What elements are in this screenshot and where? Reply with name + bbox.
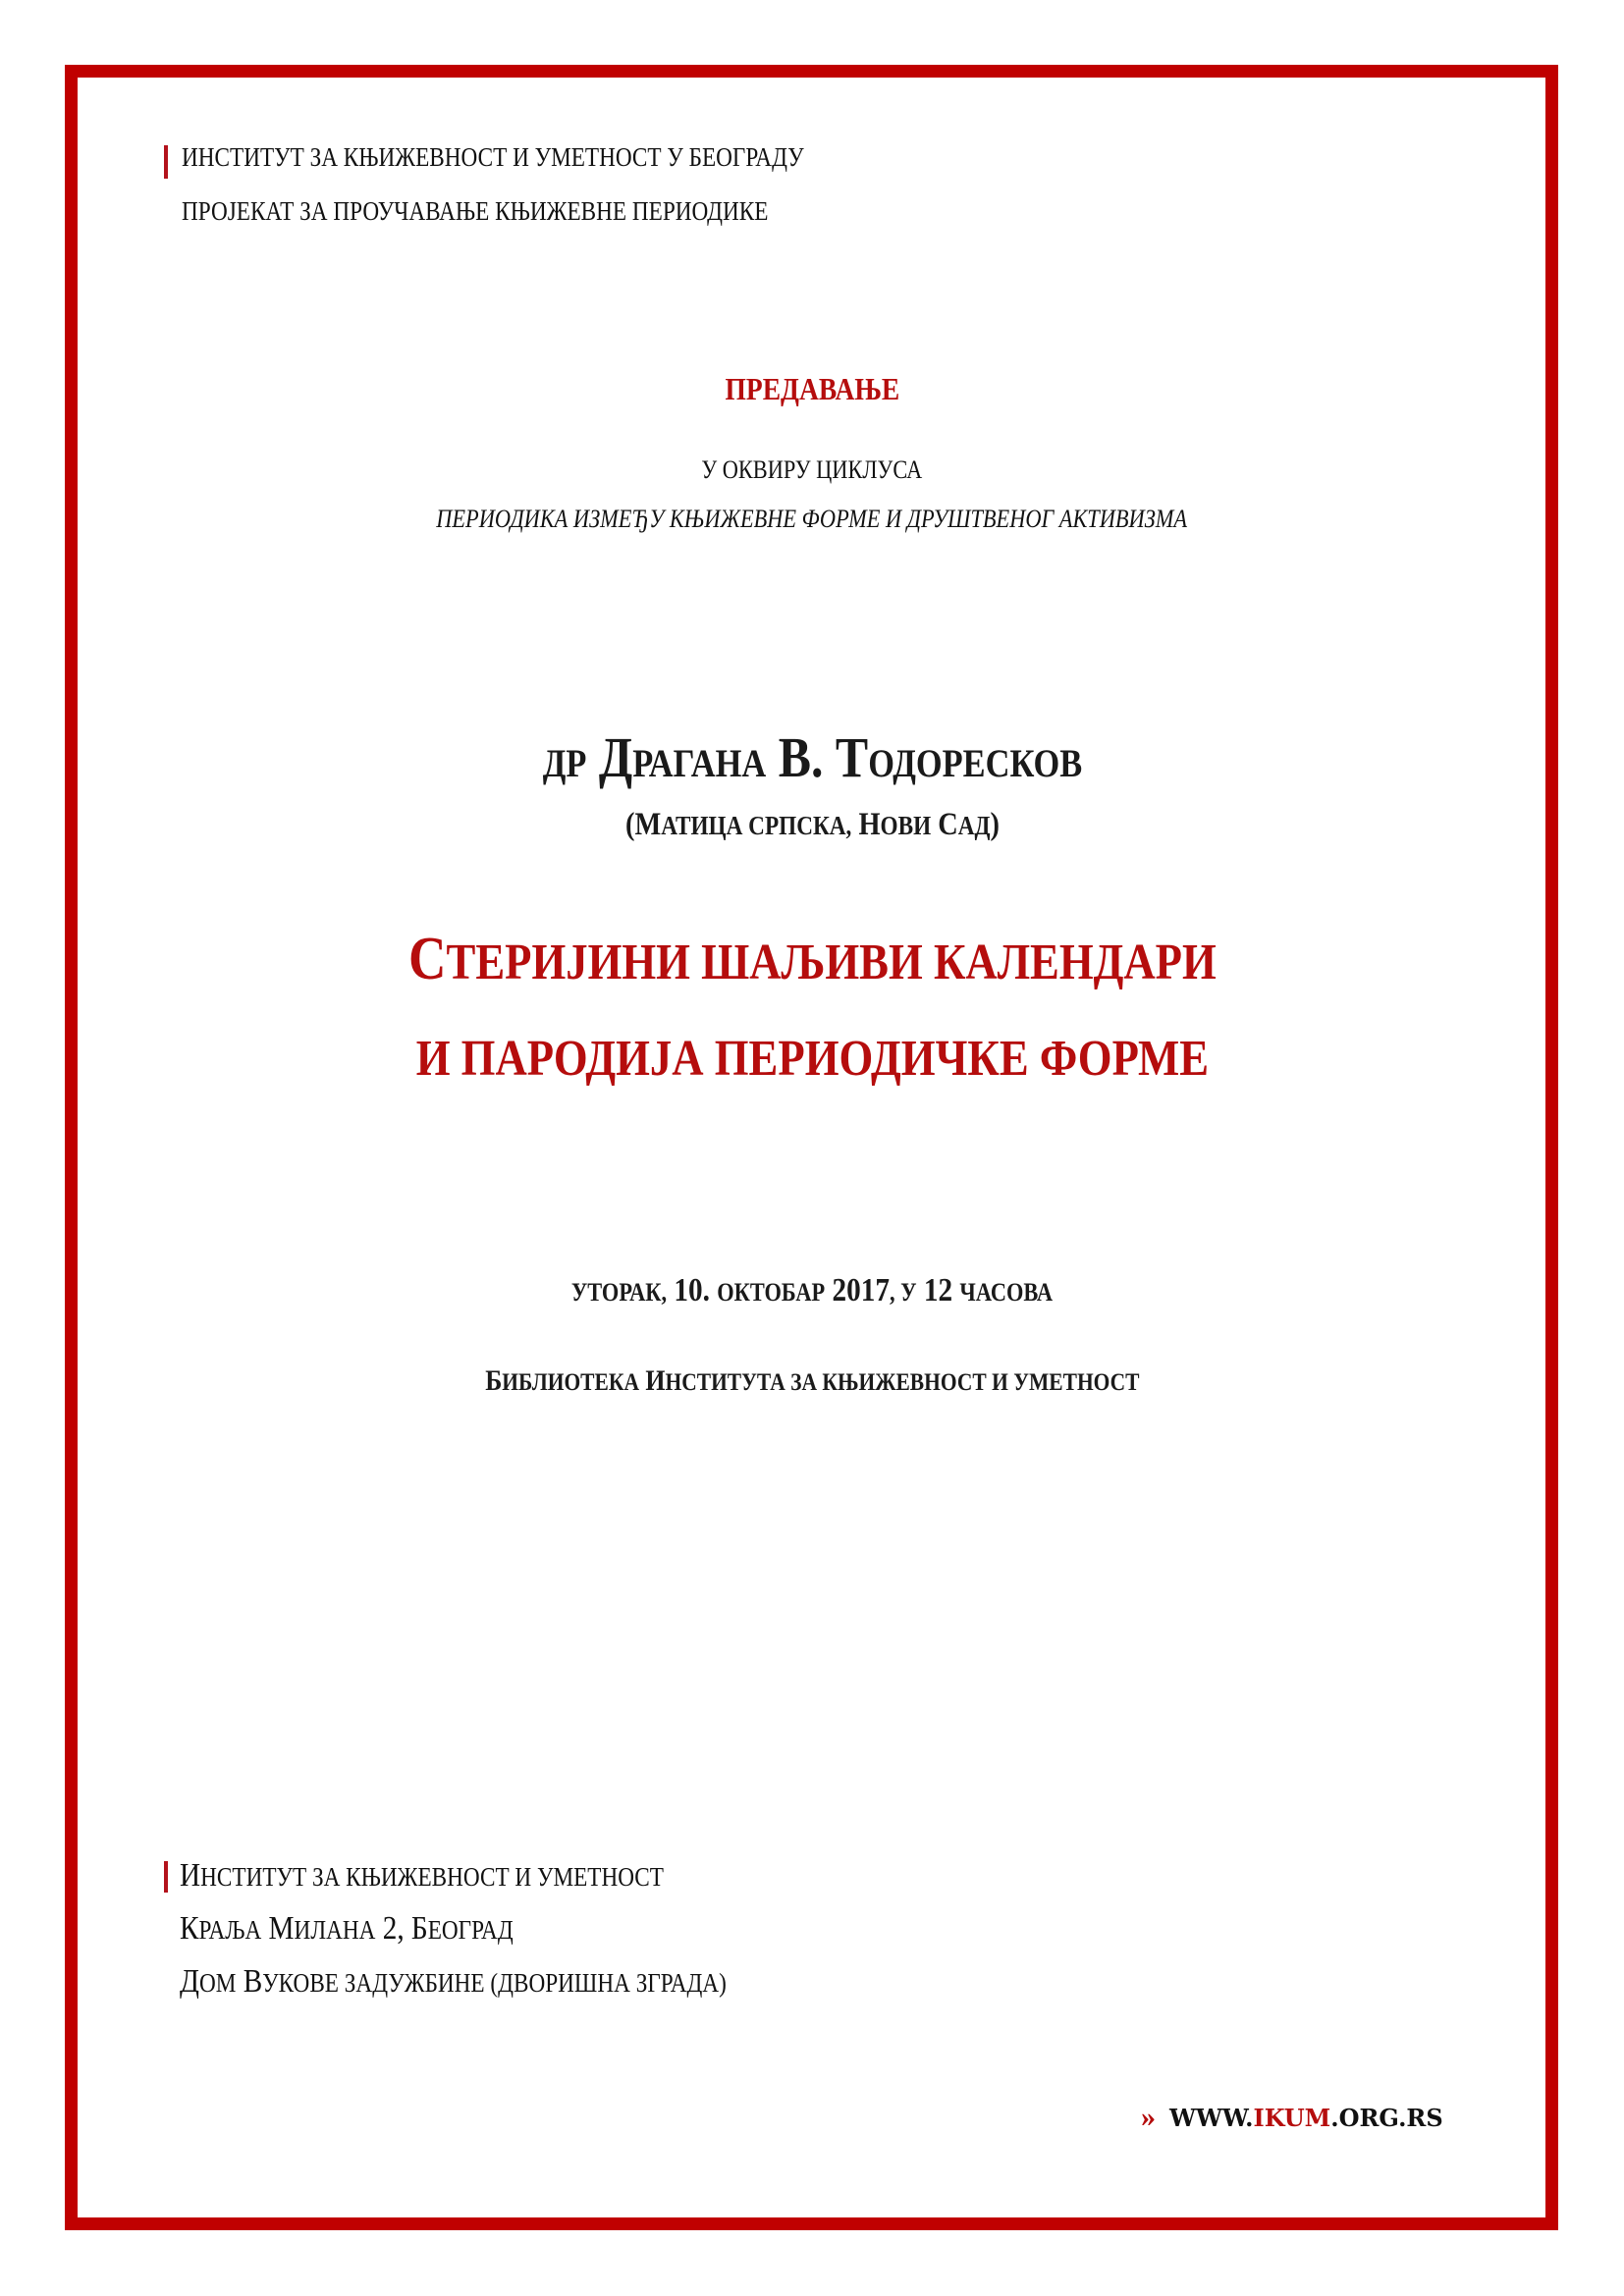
speaker-last-rest: ОДОРЕСКОВ bbox=[867, 741, 1082, 785]
speaker-first-initial: Д bbox=[598, 725, 632, 789]
event-date bbox=[0, 1272, 1624, 1309]
project-name: ПРОЈЕКАТ ЗА ПРОУЧАВАЊЕ КЊИЖЕВНЕ ПЕРИОДИКЕ bbox=[182, 196, 769, 226]
header-accent-bar bbox=[164, 145, 168, 179]
institution-name: ИНСТИТУТ ЗА КЊИЖЕВНОСТ И УМЕТНОСТ У БЕОГРАДУ bbox=[182, 142, 804, 172]
footer-l2-a-initial: К bbox=[180, 1910, 199, 1947]
speaker-title: ДР bbox=[542, 741, 586, 785]
venue-w1-initial: Б bbox=[484, 1364, 502, 1397]
event-venue bbox=[0, 1364, 1624, 1398]
title-initial: С bbox=[407, 926, 447, 992]
speaker-affiliation bbox=[0, 807, 1624, 843]
aff-org-rest: АТИЦА СРПСКА, bbox=[660, 811, 851, 840]
footer-l3-b-initial: В bbox=[243, 1963, 263, 2000]
footer-l2-c-rest: ЕОГРАД bbox=[427, 1915, 514, 1945]
footer-l2-b-rest: ИЛАНА bbox=[294, 1915, 376, 1945]
lecture-title-line-1 bbox=[0, 925, 1624, 994]
footer-l3-a-rest: ОМ bbox=[198, 1968, 237, 1998]
footer-l3-b-rest: УКОВЕ ЗАДУЖБИНЕ (ДВОРИШНА ЗГРАДА) bbox=[262, 1968, 727, 1998]
hour: 12 bbox=[923, 1272, 953, 1308]
website-link[interactable] bbox=[1141, 2101, 1443, 2134]
lecture-title-line-1-text bbox=[408, 925, 1217, 994]
event-type bbox=[0, 371, 1624, 407]
footer-accent-bar bbox=[164, 1861, 168, 1893]
affiliation-open-paren: ( bbox=[624, 807, 634, 842]
aff-org-initial: М bbox=[633, 807, 661, 842]
cycle-title bbox=[0, 505, 1624, 534]
website-prefix: WWW. bbox=[1169, 2104, 1254, 2132]
weekday: УТОРАК, bbox=[570, 1278, 668, 1307]
cycle-label bbox=[0, 455, 1624, 485]
speaker-first-rest: РАГАНА bbox=[631, 741, 766, 785]
hours-word: ЧАСОВА bbox=[959, 1278, 1054, 1307]
affiliation-close-paren: ) bbox=[990, 807, 1000, 842]
lecture-title-line-2 bbox=[0, 1021, 1624, 1091]
cycle-title-text: ПЕРИОДИКА ИЗМЕЂУ КЊИЖЕВНЕ ФОРМЕ И ДРУШТВЕНОГ АКТИВИЗМА bbox=[436, 505, 1188, 533]
website-suffix: .ORG.RS bbox=[1330, 2104, 1443, 2132]
footer-l2-b-initial: М bbox=[268, 1910, 295, 1947]
footer-street bbox=[180, 1910, 514, 1948]
speaker-name-text bbox=[542, 724, 1082, 790]
lecture-title-line-2-text: И ПАРОДИЈА ПЕРИОДИЧКЕ ФОРМЕ bbox=[415, 1031, 1209, 1087]
aff-city1-rest: ОВИ bbox=[880, 811, 931, 840]
speaker-name bbox=[0, 724, 1624, 790]
aff-city2-initial: С bbox=[937, 807, 958, 842]
cycle-label-text: У ОКВИРУ ЦИКЛУСА bbox=[701, 455, 923, 484]
event-date-text bbox=[571, 1272, 1053, 1309]
aff-city2-rest: АД bbox=[957, 811, 991, 840]
event-type-label: ПРЕДАВАЊЕ bbox=[725, 371, 899, 406]
separator: , У bbox=[889, 1278, 917, 1307]
footer-l1-initial: И bbox=[180, 1857, 201, 1894]
footer-l1-rest: НСТИТУТ ЗА КЊИЖЕВНОСТ И УМЕТНОСТ bbox=[200, 1862, 664, 1892]
footer-building bbox=[180, 1963, 727, 2001]
speaker-middle-initial: В. bbox=[778, 725, 823, 789]
event-venue-text bbox=[485, 1364, 1139, 1398]
aff-city1-initial: Н bbox=[857, 807, 881, 842]
day: 10. bbox=[674, 1272, 710, 1308]
venue-w1-rest: ИБЛИОТЕКА bbox=[501, 1369, 639, 1396]
year: 2017 bbox=[832, 1272, 890, 1308]
venue-w2-rest: НСТИТУТА ЗА КЊИЖЕВНОСТ И УМЕТНОСТ bbox=[665, 1369, 1140, 1396]
speaker-last-initial: Т bbox=[835, 725, 868, 789]
footer-l3-a-initial: Д bbox=[180, 1963, 199, 2000]
double-chevron-right-icon: » bbox=[1141, 2101, 1156, 2133]
footer-institution bbox=[180, 1857, 664, 1895]
footer-street-number: 2, bbox=[382, 1910, 405, 1947]
affiliation-text bbox=[625, 807, 1000, 843]
month: ОКТОБАР bbox=[717, 1278, 826, 1307]
footer-l2-a-rest: РАЉА bbox=[198, 1915, 262, 1945]
venue-w2-initial: И bbox=[645, 1364, 666, 1397]
title-line-1-rest: ТЕРИЈИНИ ШАЉИВИ КАЛЕНДАРИ bbox=[446, 934, 1217, 990]
website-brand: IKUM bbox=[1253, 2104, 1331, 2132]
footer-l2-c-initial: Б bbox=[410, 1910, 428, 1947]
